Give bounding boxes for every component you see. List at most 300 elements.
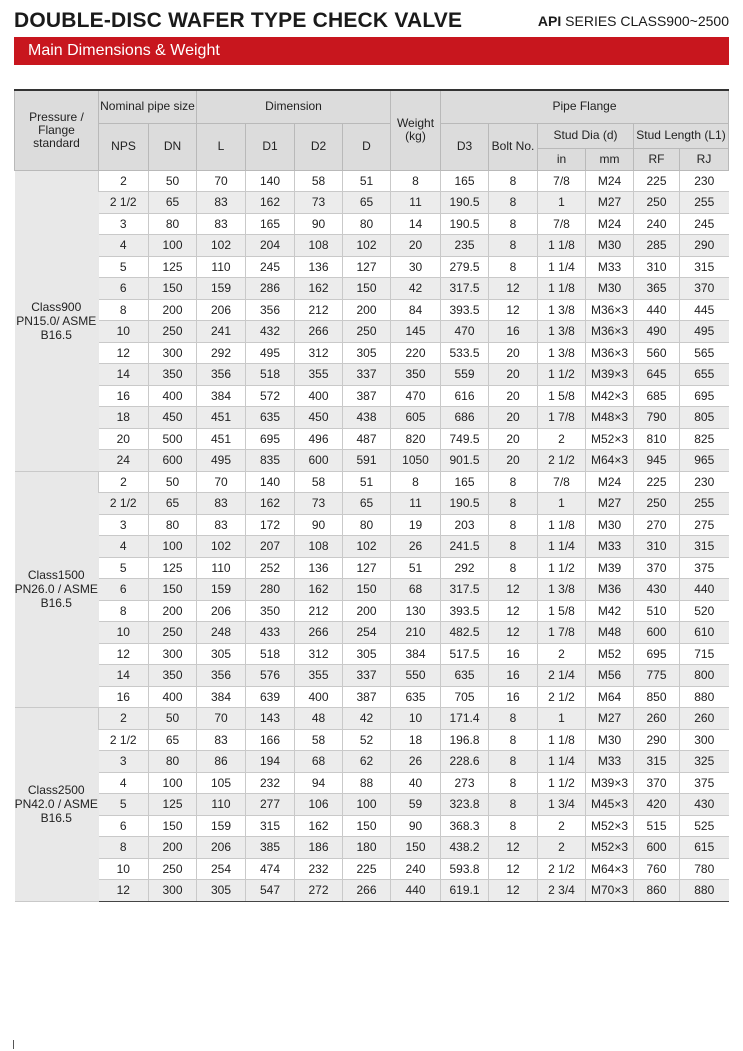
table-cell: 525 [680, 815, 729, 837]
table-row [15, 880, 729, 902]
table-cell: 450 [149, 407, 197, 429]
table-cell: 210 [391, 622, 441, 644]
page-edge-mark [13, 1040, 14, 1049]
table-cell: 8 [489, 514, 538, 536]
table-row [15, 364, 729, 386]
table-cell: 375 [680, 557, 729, 579]
table-cell: 100 [149, 235, 197, 257]
table-cell: 16 [99, 686, 149, 708]
table-cell: 8 [489, 815, 538, 837]
table-cell: 593.8 [441, 858, 489, 880]
table-cell: 2 1/2 [99, 192, 149, 214]
table-row [15, 407, 729, 429]
table-cell: M52×3 [586, 428, 634, 450]
table-cell: 356 [197, 665, 246, 687]
table-cell: 130 [391, 600, 441, 622]
table-cell: 1 [538, 192, 586, 214]
table-cell: M39×3 [586, 364, 634, 386]
table-cell: 279.5 [441, 256, 489, 278]
table-cell: 1 1/8 [538, 235, 586, 257]
table-cell: 1 1/4 [538, 536, 586, 558]
table-cell: 83 [197, 493, 246, 515]
table-cell: 159 [197, 815, 246, 837]
header-mm: mm [586, 148, 634, 170]
table-cell: 355 [295, 364, 343, 386]
table-row [15, 514, 729, 536]
table-cell: M24 [586, 213, 634, 235]
table-cell: 337 [343, 665, 391, 687]
table-cell: 248 [197, 622, 246, 644]
table-cell: 635 [441, 665, 489, 687]
table-cell: 8 [489, 256, 538, 278]
table-cell: 162 [295, 815, 343, 837]
table-cell: 1 5/8 [538, 385, 586, 407]
table-cell: 136 [295, 557, 343, 579]
table-cell: 8 [391, 170, 441, 192]
table-cell: 490 [634, 321, 680, 343]
table-cell: M27 [586, 493, 634, 515]
table-cell: M48×3 [586, 407, 634, 429]
table-cell: 166 [246, 729, 295, 751]
table-cell: 550 [391, 665, 441, 687]
table-cell: 125 [149, 794, 197, 816]
table-cell: 255 [680, 192, 729, 214]
table-cell: 451 [197, 407, 246, 429]
table-row [15, 278, 729, 300]
table-cell: 518 [246, 643, 295, 665]
table-cell: 225 [634, 170, 680, 192]
table-cell: 12 [489, 579, 538, 601]
table-cell: 232 [246, 772, 295, 794]
table-cell: 8 [391, 471, 441, 493]
table-cell: 2 1/2 [538, 686, 586, 708]
table-cell: 12 [99, 880, 149, 902]
table-body [15, 170, 729, 901]
table-cell: 820 [391, 428, 441, 450]
table-cell: 495 [197, 450, 246, 472]
table-cell: M24 [586, 471, 634, 493]
table-cell: 310 [634, 536, 680, 558]
table-cell: 393.5 [441, 600, 489, 622]
table-cell: 300 [680, 729, 729, 751]
table-cell: 240 [634, 213, 680, 235]
table-cell: 438 [343, 407, 391, 429]
table-cell: 2 3/4 [538, 880, 586, 902]
table-cell: 350 [149, 665, 197, 687]
table-cell: 11 [391, 493, 441, 515]
table-cell: 600 [295, 450, 343, 472]
table-cell: 560 [634, 342, 680, 364]
table-cell: M48 [586, 622, 634, 644]
table-row [15, 321, 729, 343]
table-cell: 58 [295, 170, 343, 192]
header-d3: D3 [441, 123, 489, 170]
table-cell: 2 [538, 815, 586, 837]
table-cell: 393.5 [441, 299, 489, 321]
table-cell: 2 1/2 [99, 493, 149, 515]
table-cell: 250 [634, 493, 680, 515]
table-cell: 760 [634, 858, 680, 880]
table-cell: 65 [343, 192, 391, 214]
table-cell: 162 [246, 493, 295, 515]
table-cell: 810 [634, 428, 680, 450]
table-row [15, 858, 729, 880]
table-cell: 150 [149, 579, 197, 601]
table-cell: 8 [489, 751, 538, 773]
table-cell: 8 [489, 471, 538, 493]
table-cell: 143 [246, 708, 295, 730]
table-cell: M42×3 [586, 385, 634, 407]
table-cell: 235 [441, 235, 489, 257]
table-cell: 2 [99, 170, 149, 192]
table-row [15, 450, 729, 472]
table-cell: 200 [343, 600, 391, 622]
header-nps: NPS [99, 123, 149, 170]
table-cell: 10 [99, 321, 149, 343]
table-cell: 400 [295, 686, 343, 708]
table-cell: M52×3 [586, 837, 634, 859]
table-cell: 1 3/8 [538, 342, 586, 364]
table-cell: 615 [680, 837, 729, 859]
table-cell: 2 1/2 [538, 858, 586, 880]
table-cell: 70 [197, 170, 246, 192]
table-cell: M33 [586, 256, 634, 278]
table-cell: 100 [343, 794, 391, 816]
table-cell: 86 [197, 751, 246, 773]
table-cell: 204 [246, 235, 295, 257]
header-standard: Pressure / Flange standard [15, 90, 99, 170]
table-cell: M56 [586, 665, 634, 687]
header-nominal-size: Nominal pipe size [99, 90, 197, 123]
table-cell: 300 [149, 880, 197, 902]
table-cell: 266 [343, 880, 391, 902]
table-cell: 200 [149, 600, 197, 622]
table-cell: 619.1 [441, 880, 489, 902]
table-cell: 194 [246, 751, 295, 773]
table-cell: 65 [149, 192, 197, 214]
table-cell: 50 [149, 708, 197, 730]
table-cell: 384 [197, 686, 246, 708]
table-cell: 695 [246, 428, 295, 450]
table-cell: 290 [680, 235, 729, 257]
table-cell: 102 [343, 536, 391, 558]
table-cell: 190.5 [441, 192, 489, 214]
table-cell: 600 [634, 837, 680, 859]
table-cell: 136 [295, 256, 343, 278]
table-cell: 576 [246, 665, 295, 687]
table-row [15, 708, 729, 730]
table-cell: M30 [586, 235, 634, 257]
table-cell: 125 [149, 256, 197, 278]
table-cell: 1 3/8 [538, 579, 586, 601]
table-header [15, 90, 729, 170]
table-cell: 58 [295, 729, 343, 751]
table-row [15, 385, 729, 407]
table-cell: 8 [489, 493, 538, 515]
table-cell: 172 [246, 514, 295, 536]
table-cell: 655 [680, 364, 729, 386]
table-cell: 565 [680, 342, 729, 364]
table-cell: 65 [149, 729, 197, 751]
series-rest: SERIES CLASS900~2500 [561, 13, 729, 29]
table-cell: 356 [246, 299, 295, 321]
table-cell: 323.8 [441, 794, 489, 816]
table-cell: 474 [246, 858, 295, 880]
table-cell: 159 [197, 579, 246, 601]
table-cell: 260 [680, 708, 729, 730]
table-cell: 10 [99, 858, 149, 880]
table-cell: 384 [197, 385, 246, 407]
table-cell: 16 [489, 321, 538, 343]
table-cell: 127 [343, 256, 391, 278]
table-cell: 600 [149, 450, 197, 472]
table-cell: 73 [295, 192, 343, 214]
table-cell: 5 [99, 256, 149, 278]
table-cell: 432 [246, 321, 295, 343]
table-cell: 800 [680, 665, 729, 687]
table-cell: 10 [99, 622, 149, 644]
header-dn: DN [149, 123, 197, 170]
table-cell: 145 [391, 321, 441, 343]
table-cell: M52×3 [586, 815, 634, 837]
table-cell: 162 [246, 192, 295, 214]
header-l: L [197, 123, 246, 170]
table-cell: 125 [149, 557, 197, 579]
table-cell: 1 3/8 [538, 321, 586, 343]
table-cell: 220 [391, 342, 441, 364]
table-cell: 559 [441, 364, 489, 386]
table-cell: 250 [343, 321, 391, 343]
table-cell: 547 [246, 880, 295, 902]
table-cell: M64×3 [586, 858, 634, 880]
table-cell: 59 [391, 794, 441, 816]
table-cell: 880 [680, 880, 729, 902]
table-cell: 108 [295, 536, 343, 558]
table-cell: 300 [149, 643, 197, 665]
table-cell: 12 [489, 278, 538, 300]
table-cell: 385 [246, 837, 295, 859]
table-cell: 12 [489, 299, 538, 321]
table-cell: 83 [197, 729, 246, 751]
table-cell: 20 [99, 428, 149, 450]
table-cell: 685 [634, 385, 680, 407]
table-cell: M36×3 [586, 342, 634, 364]
table-cell: 8 [489, 192, 538, 214]
table-cell: 7/8 [538, 213, 586, 235]
standard-cell: Class900 PN15.0/ ASME B16.5 [15, 170, 99, 471]
table-cell: 30 [391, 256, 441, 278]
table-cell: 1 3/8 [538, 299, 586, 321]
table-cell: 165 [441, 471, 489, 493]
table-cell: 8 [99, 600, 149, 622]
header-d: D [343, 123, 391, 170]
table-cell: 3 [99, 213, 149, 235]
table-cell: 105 [197, 772, 246, 794]
table-cell: 7/8 [538, 471, 586, 493]
table-cell: 270 [634, 514, 680, 536]
table-cell: 2 [99, 708, 149, 730]
table-row [15, 622, 729, 644]
table-cell: 110 [197, 557, 246, 579]
table-row [15, 665, 729, 687]
table-cell: 1 1/8 [538, 514, 586, 536]
table-cell: 70 [197, 708, 246, 730]
table-cell: 42 [343, 708, 391, 730]
table-cell: 1 1/2 [538, 557, 586, 579]
table-cell: 2 [99, 471, 149, 493]
table-cell: 500 [149, 428, 197, 450]
table-row [15, 794, 729, 816]
table-cell: 305 [197, 643, 246, 665]
table-cell: 6 [99, 278, 149, 300]
table-cell: 495 [246, 342, 295, 364]
table-cell: 1 5/8 [538, 600, 586, 622]
table-cell: 305 [343, 342, 391, 364]
table-row [15, 213, 729, 235]
table-cell: 350 [149, 364, 197, 386]
table-cell: 83 [197, 192, 246, 214]
table-cell: 51 [343, 471, 391, 493]
table-cell: 65 [149, 493, 197, 515]
table-cell: 250 [149, 858, 197, 880]
table-cell: 110 [197, 794, 246, 816]
table-cell: 150 [149, 278, 197, 300]
table-cell: 835 [246, 450, 295, 472]
table-cell: 350 [246, 600, 295, 622]
table-cell: 315 [246, 815, 295, 837]
table-cell: 645 [634, 364, 680, 386]
header-weight: Weight (kg) [391, 90, 441, 170]
table-cell: 203 [441, 514, 489, 536]
table-cell: 48 [295, 708, 343, 730]
table-cell: 212 [295, 600, 343, 622]
table-row [15, 729, 729, 751]
table-cell: 150 [343, 815, 391, 837]
table-cell: 400 [295, 385, 343, 407]
table-cell: M30 [586, 514, 634, 536]
table-cell: 445 [680, 299, 729, 321]
table-cell: 26 [391, 536, 441, 558]
table-cell: 206 [197, 299, 246, 321]
table-row [15, 256, 729, 278]
table-cell: 73 [295, 493, 343, 515]
table-cell: 100 [149, 772, 197, 794]
table-cell: 3 [99, 751, 149, 773]
table-cell: 51 [391, 557, 441, 579]
table-cell: 420 [634, 794, 680, 816]
table-cell: 8 [489, 170, 538, 192]
table-cell: 12 [489, 858, 538, 880]
table-cell: M42 [586, 600, 634, 622]
table-cell: 510 [634, 600, 680, 622]
table-cell: 241.5 [441, 536, 489, 558]
table-cell: 749.5 [441, 428, 489, 450]
table-cell: 159 [197, 278, 246, 300]
table-row [15, 493, 729, 515]
table-cell: 200 [149, 837, 197, 859]
table-cell: 1 1/4 [538, 751, 586, 773]
table-cell: 315 [680, 256, 729, 278]
table-cell: 20 [391, 235, 441, 257]
table-cell: 252 [246, 557, 295, 579]
table-cell: 496 [295, 428, 343, 450]
table-cell: 241 [197, 321, 246, 343]
table-cell: 150 [391, 837, 441, 859]
table-cell: 206 [197, 600, 246, 622]
table-cell: 292 [197, 342, 246, 364]
table-cell: 635 [391, 686, 441, 708]
table-cell: 325 [680, 751, 729, 773]
table-cell: 84 [391, 299, 441, 321]
table-cell: 312 [295, 643, 343, 665]
table-cell: 245 [680, 213, 729, 235]
table-cell: 275 [680, 514, 729, 536]
table-cell: 310 [634, 256, 680, 278]
table-cell: 370 [634, 557, 680, 579]
table-cell: M30 [586, 278, 634, 300]
table-row [15, 751, 729, 773]
table-cell: 384 [391, 643, 441, 665]
table-cell: 206 [197, 837, 246, 859]
page-title: DOUBLE-DISC WAFER TYPE CHECK VALVE [14, 9, 463, 32]
table-cell: 90 [295, 514, 343, 536]
table-cell: 520 [680, 600, 729, 622]
table-cell: 68 [295, 751, 343, 773]
table-row [15, 299, 729, 321]
table-cell: 200 [149, 299, 197, 321]
table-cell: 1 1/2 [538, 772, 586, 794]
header-pipe-flange: Pipe Flange [441, 90, 729, 123]
table-cell: 370 [680, 278, 729, 300]
table-cell: 285 [634, 235, 680, 257]
table-cell: 20 [489, 364, 538, 386]
table-row [15, 536, 729, 558]
table-cell: 1 1/8 [538, 729, 586, 751]
table-cell: 277 [246, 794, 295, 816]
table-row [15, 815, 729, 837]
table-cell: M33 [586, 751, 634, 773]
table-cell: 16 [489, 643, 538, 665]
table-cell: 610 [680, 622, 729, 644]
table-cell: 16 [489, 686, 538, 708]
table-cell: 5 [99, 557, 149, 579]
table-row [15, 600, 729, 622]
table-cell: 26 [391, 751, 441, 773]
table-cell: 300 [149, 342, 197, 364]
table-cell: M27 [586, 708, 634, 730]
table-cell: 150 [149, 815, 197, 837]
table-cell: 12 [489, 880, 538, 902]
table-cell: 62 [343, 751, 391, 773]
header-stud-length: Stud Length (L1) [634, 123, 729, 148]
table-cell: 266 [295, 321, 343, 343]
table-cell: 80 [343, 213, 391, 235]
table-cell: 245 [246, 256, 295, 278]
table-cell: 375 [680, 772, 729, 794]
table-cell: 2 [538, 643, 586, 665]
table-cell: 1 1/8 [538, 278, 586, 300]
table-cell: 10 [391, 708, 441, 730]
table-cell: 8 [489, 794, 538, 816]
table-cell: 140 [246, 471, 295, 493]
table-cell: 1 [538, 708, 586, 730]
table-cell: 250 [149, 321, 197, 343]
table-cell: 250 [634, 192, 680, 214]
table-cell: 11 [391, 192, 441, 214]
table-cell: 440 [634, 299, 680, 321]
table-cell: 20 [489, 385, 538, 407]
table-cell: 470 [441, 321, 489, 343]
